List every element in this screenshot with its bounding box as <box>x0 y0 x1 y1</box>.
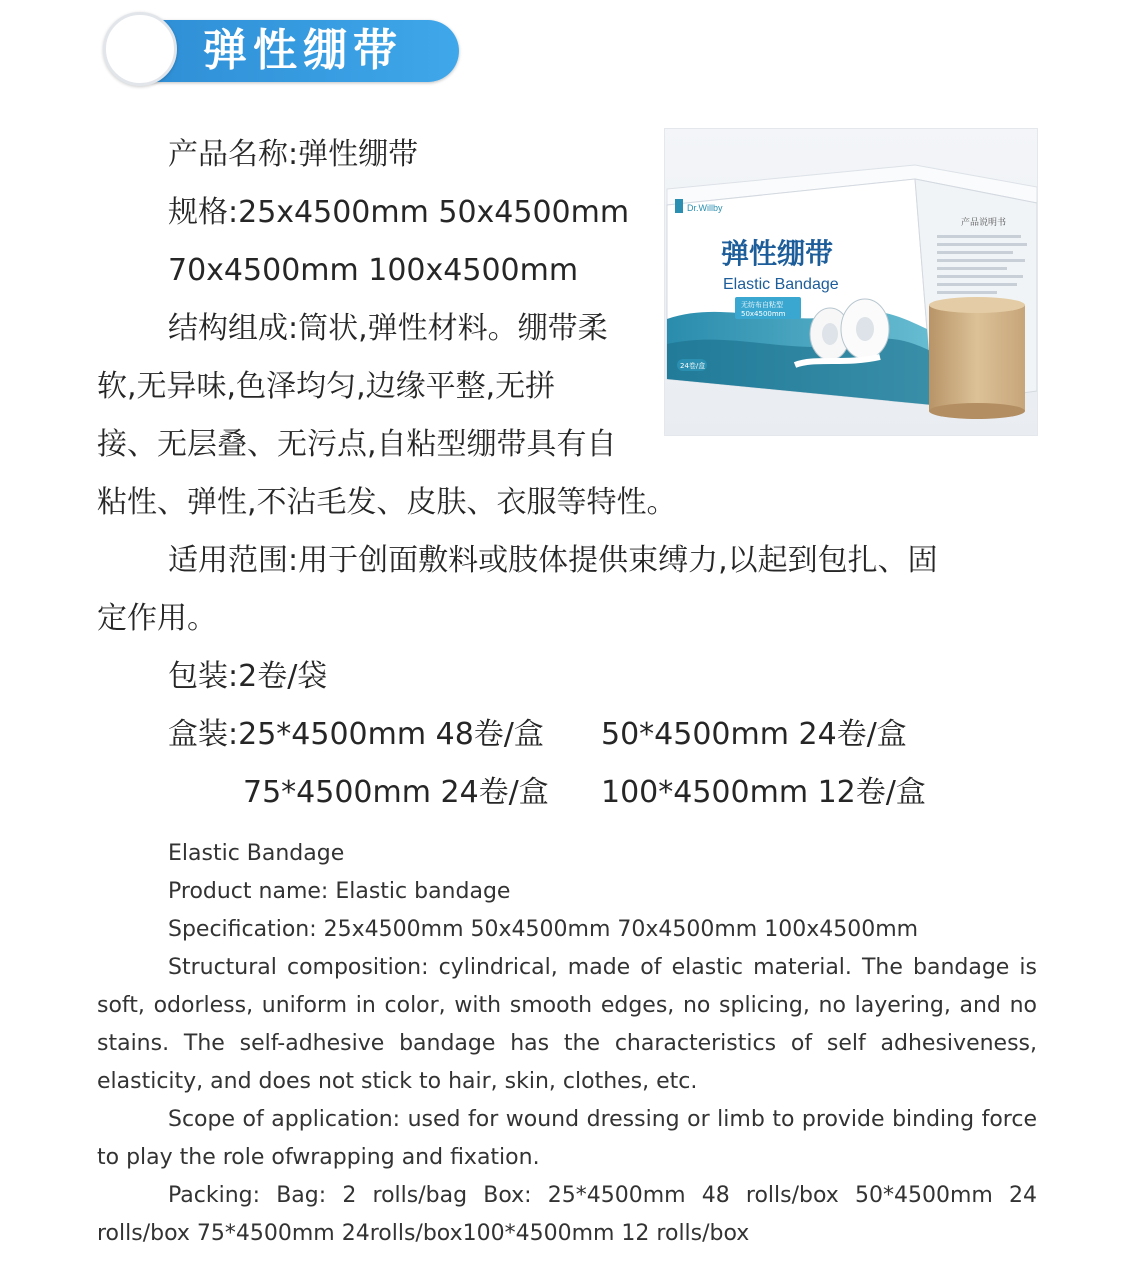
box-badge-line1: 无纺布自粘型 <box>741 301 783 309</box>
packing-cn: 包装:2卷/袋 <box>168 659 328 694</box>
spec-cn-line1: 规格:25x4500mm 50x4500mm <box>168 195 630 230</box>
en-specification: Specification: 25x4500mm 50x4500mm 70x4500mm 100x4500mm <box>168 917 919 942</box>
section-header <box>103 12 459 86</box>
en-structure: Structural composition: cylindrical, made of elastic material. The bandage is soft, odorless, uniform in color, with smooth edges, no splicing, no layering, and no stains. The self-adhesive bandage has the characteristics of self adhesiveness, elasticity, and does not stick to hair, skin, clothes, etc. <box>97 955 1037 1094</box>
en-scope: Scope of application: used for wound dressing or limb to provide binding force to play the role ofwrapping and fixation. <box>97 1107 1037 1170</box>
scope-cn-line1: 适用范围:用于创面敷料或肢体提供束缚力,以起到包扎、固 <box>168 543 938 578</box>
box-cn-a1: 盒装:25*4500mm 48卷/盒 <box>168 717 544 752</box>
structure-cn-line3: 接、无层叠、无污点,自粘型绷带具有自 <box>97 427 617 462</box>
box-count: 24卷/盒 <box>680 362 706 370</box>
box-cn-b1: 75*4500mm 24卷/盒 <box>243 775 549 810</box>
box-cn-b2: 100*4500mm 12卷/盒 <box>601 775 926 810</box>
structure-cn-line1: 结构组成:筒状,弹性材料。绷带柔 <box>168 311 608 346</box>
product-name-cn: 产品名称:弹性绷带 <box>168 137 419 172</box>
header-circle-decoration <box>103 12 177 86</box>
box-cn-a2: 50*4500mm 24卷/盒 <box>601 717 907 752</box>
product-photo <box>664 128 1038 436</box>
en-title: Elastic Bandage <box>168 841 345 866</box>
box-title-cn: 弹性绷带 <box>721 237 834 270</box>
box-badge-line2: 50x4500mm <box>741 310 786 318</box>
box-title-en: Elastic Bandage <box>723 276 839 293</box>
spec-cn-line2: 70x4500mm 100x4500mm <box>168 253 579 288</box>
scope-cn-line2: 定作用。 <box>97 601 217 636</box>
box-brand: Dr.Willby <box>687 203 723 213</box>
box-side-title: 产品说明书 <box>961 218 1007 228</box>
section-title: 弹性绷带 <box>203 25 403 76</box>
en-product-name: Product name: Elastic bandage <box>168 879 511 904</box>
en-packing: Packing: Bag: 2 rolls/bag Box: 25*4500mm 48 rolls/box 50*4500mm 24 rolls/box 75*4500mm 24rolls/box100*4500mm 12 rolls/box <box>97 1183 1037 1246</box>
structure-cn-line4: 粘性、弹性,不沾毛发、皮肤、衣服等特性。 <box>97 485 677 520</box>
tan-bandage-roll <box>929 297 1025 419</box>
structure-cn-line2: 软,无异味,色泽均匀,边缘平整,无拼 <box>97 369 556 404</box>
product-box-illustration <box>665 129 1037 435</box>
